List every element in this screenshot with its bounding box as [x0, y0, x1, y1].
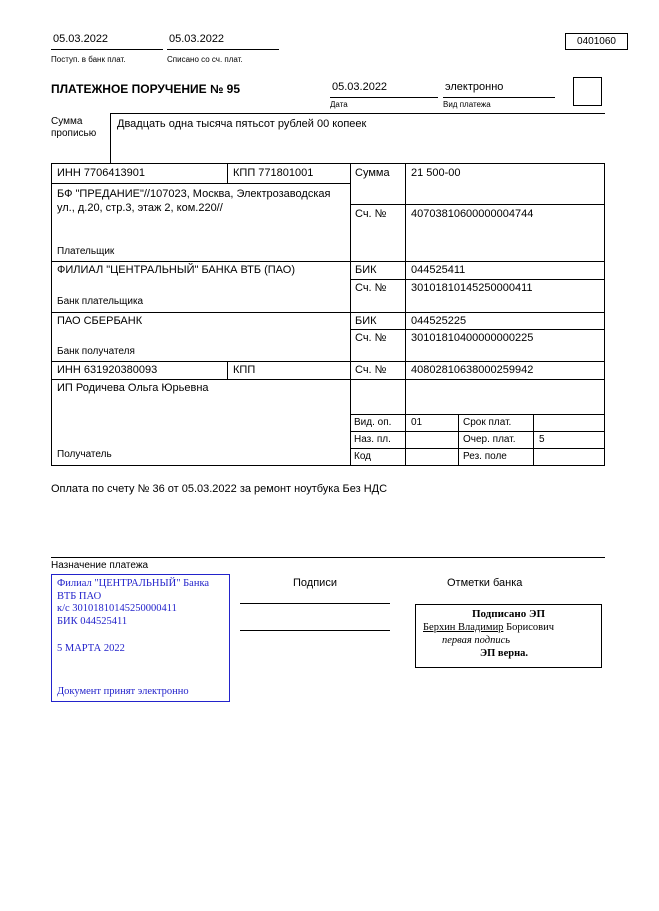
signature-kind: первая подпись [442, 635, 511, 646]
vid-op-value: 01 [411, 417, 423, 428]
payee-bank-account: 30101810400000000225 [411, 332, 534, 344]
payer-name: БФ "ПРЕДАНИЕ"//107023, Москва, Электрозаводская ул., д.20, стр.3, этаж 2, ком.220// [57, 188, 331, 214]
signed-by-ep-title: Подписано ЭП [471, 608, 546, 620]
amount-words-label: Сумма прописью [51, 116, 97, 139]
grid-line [350, 329, 605, 330]
payer-bank-name: ФИЛИАЛ "ЦЕНТРАЛЬНЫЙ" БАНКА ВТБ (ПАО) [57, 264, 295, 276]
grid-line [51, 465, 605, 466]
ocher-plat-value: 5 [539, 434, 545, 445]
grid-line [110, 113, 111, 163]
kod-label: Код [354, 451, 372, 462]
payee-bank-caption: Банк получателя [57, 346, 135, 357]
payer-inn: ИНН 7706413901 [57, 167, 146, 179]
grid-line [110, 113, 605, 114]
payer-bank-caption: Банк плательщика [57, 296, 144, 307]
ocher-plat-label: Очер. плат. [463, 434, 516, 445]
payment-type-label: Вид платежа [443, 100, 491, 109]
payment-purpose-caption: Назначение платежа [51, 560, 149, 571]
document-date-field: 05.03.2022 [330, 81, 438, 98]
grid-line [350, 448, 605, 449]
payee-account: 40802810638000259942 [411, 364, 534, 376]
payee-bank-bik: 044525225 [411, 315, 467, 327]
payee-bank-account-label: Сч. № [355, 332, 387, 344]
payer-bank-bik: 044525411 [411, 264, 466, 276]
sum-value: 21 500-00 [411, 167, 461, 179]
payer-bank-bik-label: БИК [355, 264, 377, 276]
payee-bank-name: ПАО СБЕРБАНК [57, 315, 143, 327]
grid-line [227, 361, 228, 380]
grid-line [51, 163, 605, 164]
grid-line [350, 163, 351, 466]
debited-date-label: Списано со сч. плат. [167, 55, 243, 64]
signatures-caption: Подписи [293, 577, 337, 589]
signature-validity: ЭП верна. [480, 648, 529, 659]
sum-label: Сумма [355, 167, 390, 179]
srok-plat-label: Срок плат. [463, 417, 512, 428]
grid-line [405, 163, 406, 466]
payer-account-label: Сч. № [355, 208, 387, 220]
stamp-footer: Документ принят электронно [57, 685, 189, 697]
payer-kpp: КПП 771801001 [233, 167, 314, 179]
grid-line [350, 414, 605, 415]
payment-type-field: электронно [443, 81, 555, 98]
payer-bank-account: 30101810145250000411 [411, 282, 533, 294]
grid-line [51, 183, 350, 184]
grid-line [227, 163, 228, 184]
received-date-field: 05.03.2022 [51, 33, 163, 50]
stamp-corr-account: к/с 30101810145250000411 [57, 603, 177, 614]
form-code-box: 0401060 [565, 33, 628, 50]
stamp-bik: БИК 044525411 [57, 615, 128, 627]
signer-name [423, 621, 601, 634]
signature-line [240, 603, 390, 604]
grid-line [51, 261, 605, 262]
page-title: ПЛАТЕЖНОЕ ПОРУЧЕНИЕ № 95 [51, 82, 241, 96]
payee-account-label: Сч. № [355, 364, 387, 376]
stamp-date: 5 МАРТА 2022 [57, 643, 125, 654]
grid-line [350, 431, 605, 432]
payee-kpp: КПП [233, 364, 256, 376]
payee-name: ИП Родичева Ольга Юрьевна [57, 382, 209, 394]
grid-line [604, 163, 605, 466]
amount-words-value: Двадцать одна тысяча пятьсот рублей 00 копеек [117, 118, 367, 130]
status-box [573, 77, 602, 106]
payer-bank-account-label: Сч. № [355, 282, 387, 294]
grid-line [51, 163, 52, 466]
signature-line [240, 630, 390, 631]
payee-bank-bik-label: БИК [355, 315, 377, 327]
grid-line [458, 414, 459, 466]
digital-signature-box [415, 604, 602, 668]
grid-line [350, 204, 605, 205]
payer-caption: Плательщик [57, 246, 115, 257]
bank-acceptance-stamp [51, 574, 230, 702]
date-label: Дата [330, 100, 348, 109]
payee-inn: ИНН 631920380093 [57, 364, 158, 376]
payment-purpose-text: Оплата по счету № 36 от 05.03.2022 за ремонт ноутбука Без НДС [51, 483, 388, 495]
naz-pl-label: Наз. пл. [354, 434, 391, 445]
grid-line [51, 312, 605, 313]
grid-line [350, 279, 605, 280]
payer-account: 40703810600000004744 [411, 208, 534, 220]
stamp-bank-name-line1: Филиал "ЦЕНТРАЛЬНЫЙ" Банка [57, 578, 210, 589]
vid-op-label: Вид. оп. [354, 417, 392, 428]
grid-line [533, 414, 534, 466]
grid-line [51, 361, 605, 362]
signer-name-rest: Борисович [503, 622, 554, 633]
stamp-bank-name-line2: ВТБ ПАО [57, 590, 102, 602]
rez-pole-label: Рез. поле [463, 451, 507, 462]
received-date-label: Поступ. в банк плат. [51, 55, 126, 64]
signer-name-underlined: Берхин Владимир [423, 622, 504, 633]
grid-line [51, 379, 605, 380]
grid-line [51, 557, 605, 558]
payee-caption: Получатель [57, 449, 112, 460]
bank-marks-caption: Отметки банка [447, 577, 523, 589]
debited-date-field: 05.03.2022 [167, 33, 279, 50]
